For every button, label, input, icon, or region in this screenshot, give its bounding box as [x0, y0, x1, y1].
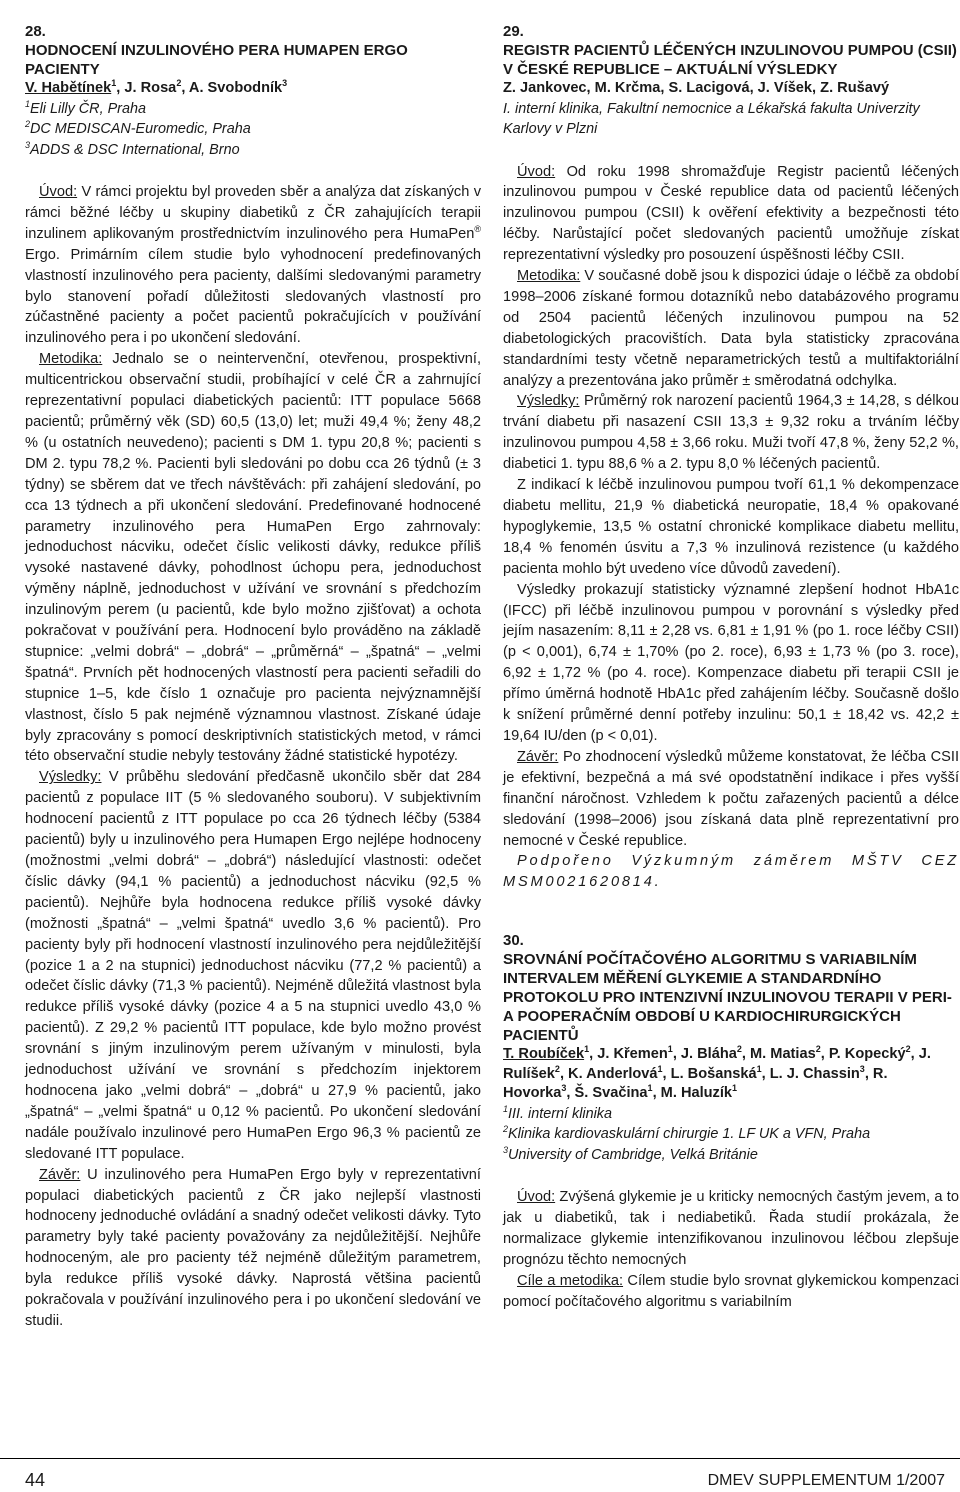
- affiliation: $^3$University of Cambridge, Velká Británie: [503, 1144, 758, 1163]
- abstract-title: HODNOCENÍ INZULINOVÉHO PERA HUMAPEN ERGO PACIENTY: [25, 42, 408, 78]
- first-author: T. Roubíček: [503, 1046, 585, 1063]
- conclusion-paragraph: Závěr: U inzulinového pera HumaPen Ergo byly v reprezentativní populaci diabetických pacientů z ČR jako nejlepší vlastnosti hodnoceny jednoduché ovládání a snadný odečet velikosti dávky. Tyto parametry byly také pacienty považovány za nejdůležitější. Nejhůře hodnoceným, ale pro pacienty též nejméně důležitým parametrem, byla redukce příliš vysoké dávky. Naprostá většina pacientů pokračovala v používání inzulinového pera i po ukončení sledování ve studii.: [25, 1166, 481, 1329]
- results-paragraph: Výsledky prokazují statisticky významné zlepšení hodnot HbA1c (IFCC) při léčbě inzulinovou pumpou v porovnání s výsledky před jejím nasazením: 8,11 ± 2,28 vs. 6,81 ± 1,91 % (po 1. roce léčby CSII) (p < 0,001), 6,74 ± 1,70% (po 2. roce), 6,93 ± 1,73 % (po 3. roce), 6,92 ± 1,72 % (po 4. roce). Kompenzace diabetu při terapii CSII je přímo úměrná hodnotě HbA1c před zahájením léčby. Současně došlo k snížení průměrné denní potřeby inzulinu: 50,1 ± 18,42 vs. 42,2 ± 19,64 IU/den (p < 0,01).: [503, 581, 959, 744]
- section-label: Metodika:: [517, 268, 581, 285]
- section-label: Výsledky:: [39, 769, 102, 786]
- methods-paragraph: Metodika: Jednalo se o neintervenční, otevřenou, prospektivní, multicentrickou observační studii, probíhající v celé ČR a zahrnující reprezentativní populaci diabetických pacientů: ITT populace 5668 pacientů; průměrný věk (SD) 60,5 (13,0) let; muži 49,4 %; ženy 48,2 % (u ostatních neuvedeno); pacienti s DM 1. typu 20,8 %; pacienti s DM 2. typu 78,2 %. Pacienti byli sledováni po dobu cca 26 týdnů (± 3 týdny) se sběrem dat ve třech návštěvách: při zahájení sledování, po cca 13 týdnech a při ukončení sledování. Predefinované hodnocené parametry inzulinového pera HumaPen Ergo zahrnovaly: jednoduchost nácviku, odečet číslic velikosti dávky, redukce příliš vysoké nastavené dávky, pohodlnost úchopu pera, jednoduchost výměny náplně, jednoduchost v užívání ve srovnání s předchozím inzulinovým perem (u pacientů, kde bylo možno zjišťovat) a ochota pokračovat v používání pera. Hodnocení bylo prováděno na základě stupnice: „velmi dobrá“ – „dobrá“ – „průměrná“ – „špatná“ – „velmi špatná“. Prvních pět hodnocených vlastností pera pacienti seřadili do stupnice 1–5, kde číslo 1 označuje pro pacienta nejvýznamnější vlastnost, číslo 5 pak nejméně významnou vlastnost. Získané údaje byly zpracovány s pomocí deskriptivních statistických metod, v rámci této observační studie nebyly testovány žádné statistické hypotézy.: [25, 351, 481, 765]
- author-list: Z. Jankovec, M. Krčma, S. Lacigová, J. Víšek, Z. Rušavý: [503, 80, 890, 96]
- author-list: T. Roubíček$^1$, J. Křemen$^1$, J. Bláha$^2$, M. Matias$^2$, P. Kopecký$^2$, J. Rulíšek$^2$, K. Anderlová$^1$, L. Bošanská$^1$, L. J. Chassin$^3$, R. Hovorka$^3$, Š. Svačina$^1$, M. Haluzík$^1$: [503, 1044, 931, 1102]
- section-label: Úvod:: [517, 163, 556, 180]
- results-paragraph: Výsledky: Průměrný rok narození pacientů 1964,3 ± 14,28, s délkou trvání diabetu při nasazení CSII 13,3 ± 9,32 roku a trváním léčby inzulinovou pumpou 4,58 ± 3,66 roku. Muži tvoří 47,8 %, ženy 52,2 %, diabetici 1. typu 88,6 % a 2. typu 8,0 % léčených pacientů.: [503, 393, 959, 473]
- affiliation: $^3$ADDS & DSC International, Brno: [25, 139, 240, 158]
- right-column: [503, 22, 959, 1313]
- affiliations: [503, 1104, 959, 1166]
- journal-name: DMEV SUPPLEMENTUM 1/2007: [707, 1472, 945, 1489]
- section-label: Metodika:: [39, 351, 103, 368]
- page-number: 44: [25, 1470, 46, 1490]
- affiliation: $^2$Klinika kardiovaskulární chirurgie 1. LF UK a VFN, Praha: [503, 1124, 871, 1143]
- affiliation: $^2$DC MEDISCAN-Euromedic, Praha: [25, 119, 251, 137]
- section-label: Závěr:: [39, 1166, 81, 1183]
- author: A. Svobodník: [188, 80, 283, 96]
- affiliation: I. interní klinika, Fakultní nemocnice a Lékařská fakulta Univerzity Karlovy v Plzni: [503, 100, 920, 137]
- conclusion-paragraph: Závěr: Po zhodnocení výsledků můžeme konstatovat, že léčba CSII je efektivní, bezpečná a má své opodstatnění indikace i přes vyšší finanční náročnost. Vzhledem k počtu zařazených pacientů a délce sledování (1998–2006) jsou získaná data plně reprezentativní pro nemocné v České republice.: [503, 748, 959, 849]
- methods-paragraph: Cíle a metodika: Cílem studie bylo srovnat glykemickou kompenzaci pomocí počítačového algoritmu s variabilním: [503, 1272, 960, 1310]
- intro-paragraph: Úvod: V rámci projektu byl proveden sběr a analýza dat získaných v rámci běžné léčby u skupiny diabetiků z ČR zahajujících terapii inzulinem aplikovaným prostřednictvím inzulinového pera HumaPen® Ergo. Primárním cílem studie bylo vyhodnocení predefinovaných vlastností inzulinového pera pacienty, dalšími sledovanými parametry bylo stanovení pořadí důležitosti sledovaných vlastností pro zúčastněné pacienty a počet pacientů pokračujících v používání inzulinového pera i po ukončení sledování.: [25, 184, 481, 347]
- author-list: V. Habětínek$^1$, J. Rosa$^2$, A. Svobodník$^3$: [25, 78, 288, 96]
- intro-paragraph: Úvod: Od roku 1998 shromažďuje Registr pacientů léčených inzulinovou pumpou v České republice data od pacientů léčených inzulinovou pumpou (CSII) k ověření efektivity a bezpečnosti této léčby. Narůstající počet sledovaných pacientů umožňuje získat reprezentativní výsledky pro posouzení úspěšnosti léčby CSII.: [503, 163, 959, 264]
- section-label: Výsledky:: [517, 393, 580, 410]
- abstract-title: SROVNÁNÍ POČÍTAČOVÉHO ALGORITMU S VARIABILNÍM INTERVALEM MĚŘENÍ GLYKEMIE A STANDARDNÍHO PROTOKOLU PRO INTENZIVNÍ INZULINOVOU TERAPII V PERI- A POOPERAČNÍM OBDOBÍ U KARDIOCHIRURGICKÝCH PACIENTŮ: [503, 951, 952, 1045]
- left-column: [25, 22, 481, 1332]
- footer-rule: [0, 1458, 960, 1459]
- methods-paragraph: Metodika: V současné době jsou k dispozici údaje o léčbě za období 1998–2006 získané formou dotazníků nebo databázového programu od 2504 pacientů léčených inzulinovou pumpou na 52 diabetologických pracovištích. Data byla statisticky zpracována standardními testy včetně neparametrických testů a multifaktoriální analýzy a prezentována jako průměr ± směrodatná odchylka.: [503, 268, 960, 389]
- affiliation: $^1$III. interní klinika: [503, 1103, 612, 1122]
- intro-paragraph: Úvod: Zvýšená glykemie je u kriticky nemocných častým jevem, a to jak u diabetiků, tak i nediabetiků. Řada studií prokázala, že normalizace glykemie intenzifikovanou inzulinovou léčbou zlepšuje prognózu těchto nemocných: [503, 1189, 959, 1268]
- first-author: V. Habětínek: [25, 80, 112, 96]
- results-paragraph: Výsledky: V průběhu sledování předčasně ukončilo sběr dat 284 pacientů z populace IIT (5 % sledovaného souboru). V subjektivním hodnocení pacientů z ITT populace po cca 26 týdnech léčby (5384 pacientů) byly u inzulinového pera Humapen Ergo nejlépe hodnoceny (možnostmi „velmi dobrá“ – „dobrá“) následující vlastnosti: odečet číslic dávky (94,1 % pacientů) a jednoduchost nácviku (92,5 % pacientů). Nejhůře byla hodnocena redukce příliš vysoké dávky (možnosti „špatná“ – „velmi špatná“ uvedlo 3,6 % pacientů). Pro pacienty byly při hodnocení vlastností inzulinového pera nejdůležitější (pozice 1 a 2 na stupnici) jednoduchost nácviku (77,2 % pacientů) a odečet číslic dávky (71,3 % pacientů). Nejméně důležitá vlastnost byla redukce příliš vysoké dávky (pozice 4 a 5 na stupnici uvedlo 43,0 % pacientů). Z 29,2 % pacientů ITT populace, kde bylo možno provést srovnání s jiným inzulinovým perem užívaným v minulosti, byla jednoduchost užívání ve srovnání s předchozím injektorem hodnocena jako „velmi dobrá“ – „dobrá“ u 27,9 % pacientů, jako „špatná“ – „velmi špatná“ u 0,12 % pacientů. Po ukončení sledování nadále používalo inzulinové pero HumaPen Ergo 96,3 % pacientů ze sledované ITT populace.: [25, 769, 481, 1162]
- grant-note: Podpořeno Výzkumným záměrem MŠTV CEZ MSM0021620814.: [503, 853, 959, 891]
- section-label: Úvod:: [39, 184, 78, 200]
- section-label: Cíle a metodika:: [517, 1272, 624, 1289]
- author: J. Rosa: [124, 80, 177, 96]
- abstract-number: 30.: [503, 932, 524, 950]
- abstract-number: 28.: [25, 23, 46, 40]
- results-paragraph: Z indikací k léčbě inzulinovou pumpou tvoří 61,1 % dekompenzace diabetu mellitu, 21,9 % diabetická neuropatie, 18,4 % opakované hypoglykemie, 13,5 % ostatní chronické komplikace diabetu mellitu, 18,4 % fenomén úsvitu a 7,3 % inzulinová rezistence (u každého pacienta mohlo být uvedeno více důvodů zavedení).: [503, 477, 959, 577]
- abstract-number: 29.: [503, 23, 524, 40]
- section-label: Úvod:: [517, 1189, 556, 1206]
- affiliations: [25, 99, 481, 161]
- section-label: Závěr:: [517, 748, 559, 765]
- affiliation: $^1$Eli Lilly ČR, Praha: [25, 98, 146, 117]
- abstract-title: REGISTR PACIENTŮ LÉČENÝCH INZULINOVOU PUMPOU (CSII) V ČESKÉ REPUBLICE – AKTUÁLNÍ VÝSLEDKY: [503, 42, 957, 78]
